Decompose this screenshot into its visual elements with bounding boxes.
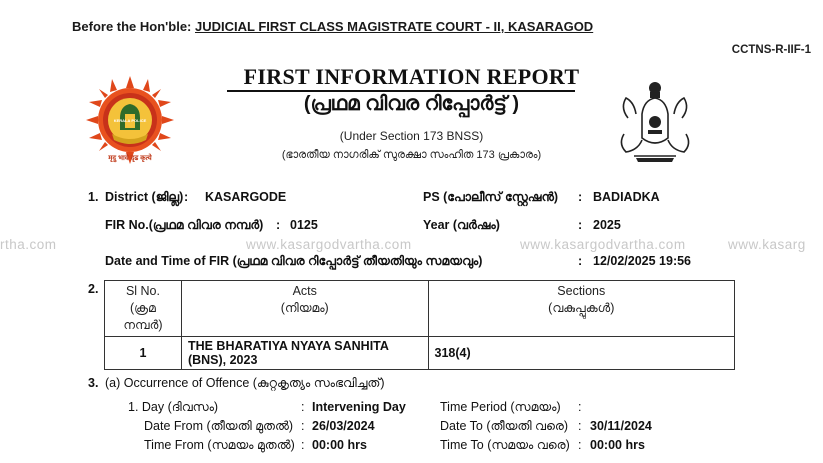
header-acts [181,281,428,337]
header-acts-en: Acts [292,284,317,298]
police-band-text: KERALA POLICE [113,118,147,123]
court-prefix: Before the Hon'ble: [72,19,192,34]
date-to-value: 30/11/2024 [590,419,652,433]
header-sections [428,281,734,337]
year-label: Year (വർഷം) [423,218,500,232]
period-colon: : [578,400,582,414]
police-motto: मृदु भावे दृढ कृत्ये [108,155,152,162]
form-code: CCTNS-R-IIF-1 [731,44,811,56]
header-sl-ml: (ക്രമ നമ്പർ) [123,301,163,332]
fir-datetime-colon: : [578,254,583,268]
fir-colon: : [276,218,281,232]
district-colon: : [184,190,189,204]
period-label: Time Period (സമയം) [440,400,561,414]
time-from-value: 00:00 hrs [312,438,367,452]
watermark-right: www.kasarg [728,237,806,252]
header-sl-en: Sl No. [125,284,160,298]
date-from-value: 26/03/2024 [312,419,375,433]
header-acts-ml: (നിയമം) [280,301,329,315]
report-title-malayalam: (പ്രഥമ വിവര റിപ്പോർട്ട് ) [303,93,520,115]
section-1-number: 1. [88,190,99,204]
year-colon: : [578,218,583,232]
row-sl: 1 [105,337,182,370]
watermark-left: rtha.com [0,237,57,252]
header-sections-en: Sections [557,284,606,298]
report-title: FIRST INFORMATION REPORT [243,64,580,89]
fir-datetime-value: 12/02/2025 19:56 [593,254,692,268]
section-2-number: 2. [88,282,99,296]
date-to-colon: : [578,419,582,433]
title-underline [227,90,575,92]
district-label: District (ജില്ല) [105,190,184,204]
fir-datetime-label: Date and Time of FIR (പ്രഥമ വിവര റിപ്പോർട്ട് തീയതിയും സമയവും) [105,254,483,268]
time-from-colon: : [301,438,305,452]
occurrence-heading-text: (a) Occurrence of Offence (കുറ്റകൃത്യം സംഭവിച്ചത്) [105,376,385,390]
watermark-mid-1: www.kasargodvartha.com [246,237,412,252]
acts-table [104,280,735,370]
time-from-label: Time From (സമയം മുതൽ) [144,438,295,452]
time-to-label: Time To (സമയം വരെ) [440,438,570,452]
court-name: JUDICIAL FIRST CLASS MAGISTRATE COURT - II, KASARAGOD [195,19,594,34]
watermark-mid-2: www.kasargodvartha.com [520,237,686,252]
header-sl [105,281,182,337]
date-from-colon: : [301,419,305,433]
day-label: 1. Day (ദിവസം) [128,400,219,414]
year-value: 2025 [593,218,621,232]
day-colon: : [301,400,305,414]
time-to-colon: : [578,438,582,452]
under-section-malayalam: (ഭാരതീയ നാഗരിക് സുരക്ഷാ സംഹിത 173 പ്രകാരം) [281,149,542,161]
header-sections-ml: (വകുപ്പുകൾ) [548,301,615,315]
court-line [72,19,593,34]
day-value: Intervening Day [312,400,406,414]
ps-label: PS (പോലീസ് സ്റ്റേഷൻ) [423,190,559,204]
fir-value: 0125 [290,218,318,232]
under-section: (Under Section 173 BNSS) [339,129,484,143]
ps-colon: : [578,190,583,204]
row-act: THE BHARATIYA NYAYA SANHITA (BNS), 2023 [181,337,428,370]
ps-value: BADIADKA [593,190,660,204]
row-sections: 318(4) [428,337,734,370]
occurrence-heading [105,376,385,391]
fir-label: FIR No.(പ്രഥമ വിവര നമ്പർ) [105,218,264,232]
district-value: KASARGODE [205,190,287,204]
date-to-label: Date To (തീയതി വരെ) [440,419,569,433]
section-3-number: 3. [88,376,99,390]
table-row [105,337,735,370]
date-from-label: Date From (തീയതി മുതൽ) [144,419,294,433]
acts-table-header [105,281,735,337]
time-to-value: 00:00 hrs [590,438,645,452]
